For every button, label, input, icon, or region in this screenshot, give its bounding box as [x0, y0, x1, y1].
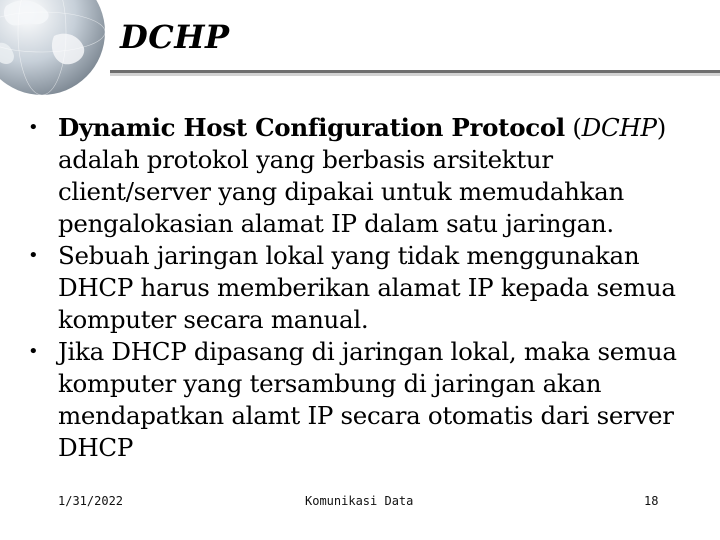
slide-title: DCHP: [120, 18, 230, 56]
body-text: Jika DHCP dipasang di jaringan lokal, maka semua komputer yang tersambung di jaringan akan mendapatkan alamt IP secara otomatis dari server DHCP: [58, 337, 677, 462]
acronym-text: DCHP: [581, 113, 657, 142]
body-text: (: [564, 113, 582, 142]
globe-icon: [0, 0, 108, 98]
bullet-icon: •: [28, 117, 39, 138]
footer-page-number: 18: [644, 494, 659, 508]
bullet-list: [28, 112, 708, 464]
body-text: Sebuah jaringan lokal yang tidak menggunakan DHCP harus memberikan alamat IP kepada semua komputer secara manual.: [58, 241, 676, 334]
body-text: ) adalah protokol yang berbasis arsitektur client/server yang dipakai untuk memudahkan pengalokasian alamat IP dalam satu jaringan.: [58, 113, 666, 238]
bullet-icon: •: [28, 341, 39, 362]
title-underline: [110, 70, 720, 76]
bullet-item: [28, 112, 708, 240]
term-text: Dynamic Host Configuration Protocol: [58, 113, 565, 142]
footer-center: Komunikasi Data: [305, 494, 414, 508]
bullet-item: [28, 240, 708, 336]
bullet-item: [28, 336, 708, 464]
bullet-icon: •: [28, 245, 39, 266]
footer-date: 1/31/2022: [58, 494, 124, 508]
